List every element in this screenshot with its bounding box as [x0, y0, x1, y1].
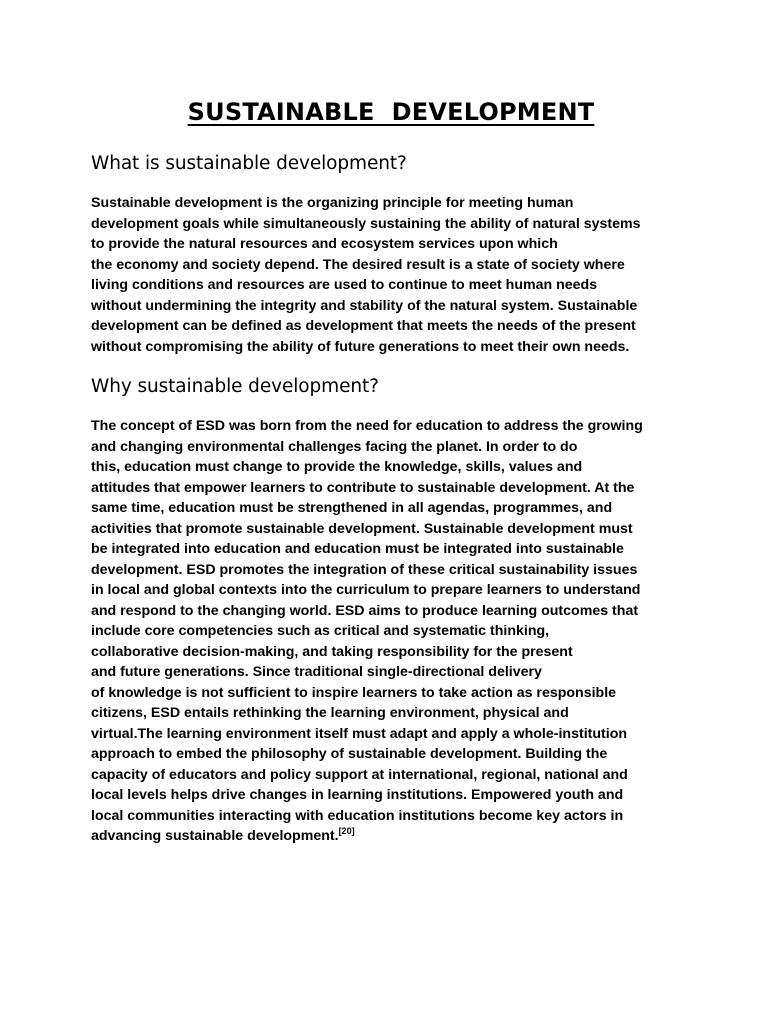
paragraph-line: the economy and society depend. The desired result is a state of society where	[91, 256, 625, 273]
section-heading-what: What is sustainable development?	[91, 153, 407, 174]
paragraph-line: of knowledge is not sufficient to inspire learners to take action as responsible	[91, 684, 617, 701]
reference-link[interactable]: [20]	[338, 826, 355, 836]
paragraph-line: and respond to the changing world. ESD aims to produce learning outcomes that	[91, 602, 639, 619]
paragraph-line: collaborative decision-making, and taking responsibility for the present	[91, 643, 573, 660]
paragraph-what-is-sustainable-development	[91, 193, 691, 357]
paragraph-line: The concept of ESD was born from the need for education to address the growing	[91, 418, 643, 434]
paragraph-line-text: advancing sustainable development.	[91, 828, 339, 844]
paragraph-line: and changing environmental challenges facing the planet. In order to do	[91, 438, 578, 455]
paragraph-line: development goals while simultaneously sustaining the ability of natural systems	[91, 215, 641, 232]
paragraph-line: development can be defined as development that meets the needs of the present	[91, 318, 636, 334]
paragraph-line: this, education must change to provide the knowledge, skills, values and	[91, 459, 583, 475]
paragraph-line: in local and global contexts into the curriculum to prepare learners to understand	[91, 582, 641, 598]
paragraph-line: and future generations. Since traditional single-directional delivery	[91, 664, 542, 680]
paragraph-why-sustainable-development	[91, 416, 691, 847]
paragraph-line: be integrated into education and education must be integrated into sustainable	[91, 541, 624, 557]
section-heading-why: Why sustainable development?	[91, 376, 379, 397]
paragraph-line: same time, education must be strengthened in all agendas, programmes, and	[91, 500, 613, 516]
paragraph-line: local communities interacting with education institutions become key actors in	[91, 807, 624, 824]
paragraph-line: capacity of educators and policy support at international, regional, national and	[91, 766, 628, 783]
paragraph-line: to provide the natural resources and ecosystem services upon which	[91, 236, 558, 252]
paragraph-line: citizens, ESD entails rethinking the learning environment, physical and	[91, 705, 569, 721]
paragraph-line: without undermining the integrity and stability of the natural system. Sustainable	[91, 297, 638, 314]
paragraph-line: local levels helps drive changes in learning institutions. Empowered youth and	[91, 787, 624, 803]
paragraph-line: attitudes that empower learners to contribute to sustainable development. At the	[91, 479, 635, 496]
paragraph-line: include core competencies such as critical and systematic thinking,	[91, 623, 550, 639]
paragraph-line: living conditions and resources are used to continue to meet human needs	[91, 277, 598, 293]
paragraph-line: development. ESD promotes the integration of these critical sustainability issues	[91, 561, 638, 578]
paragraph-line: activities that promote sustainable development. Sustainable development must	[91, 520, 633, 537]
paragraph-line: approach to embed the philosophy of sustainable development. Building the	[91, 746, 608, 762]
paragraph-line: Sustainable development is the organizing principle for meeting human	[91, 195, 574, 211]
paragraph-line: virtual.The learning environment itself must adapt and apply a whole-institution	[91, 725, 628, 742]
document-title: SUSTAINABLE DEVELOPMENT	[187, 98, 595, 126]
paragraph-line: without compromising the ability of future generations to meet their own needs.	[91, 338, 630, 355]
paragraph-line-last	[91, 826, 691, 847]
